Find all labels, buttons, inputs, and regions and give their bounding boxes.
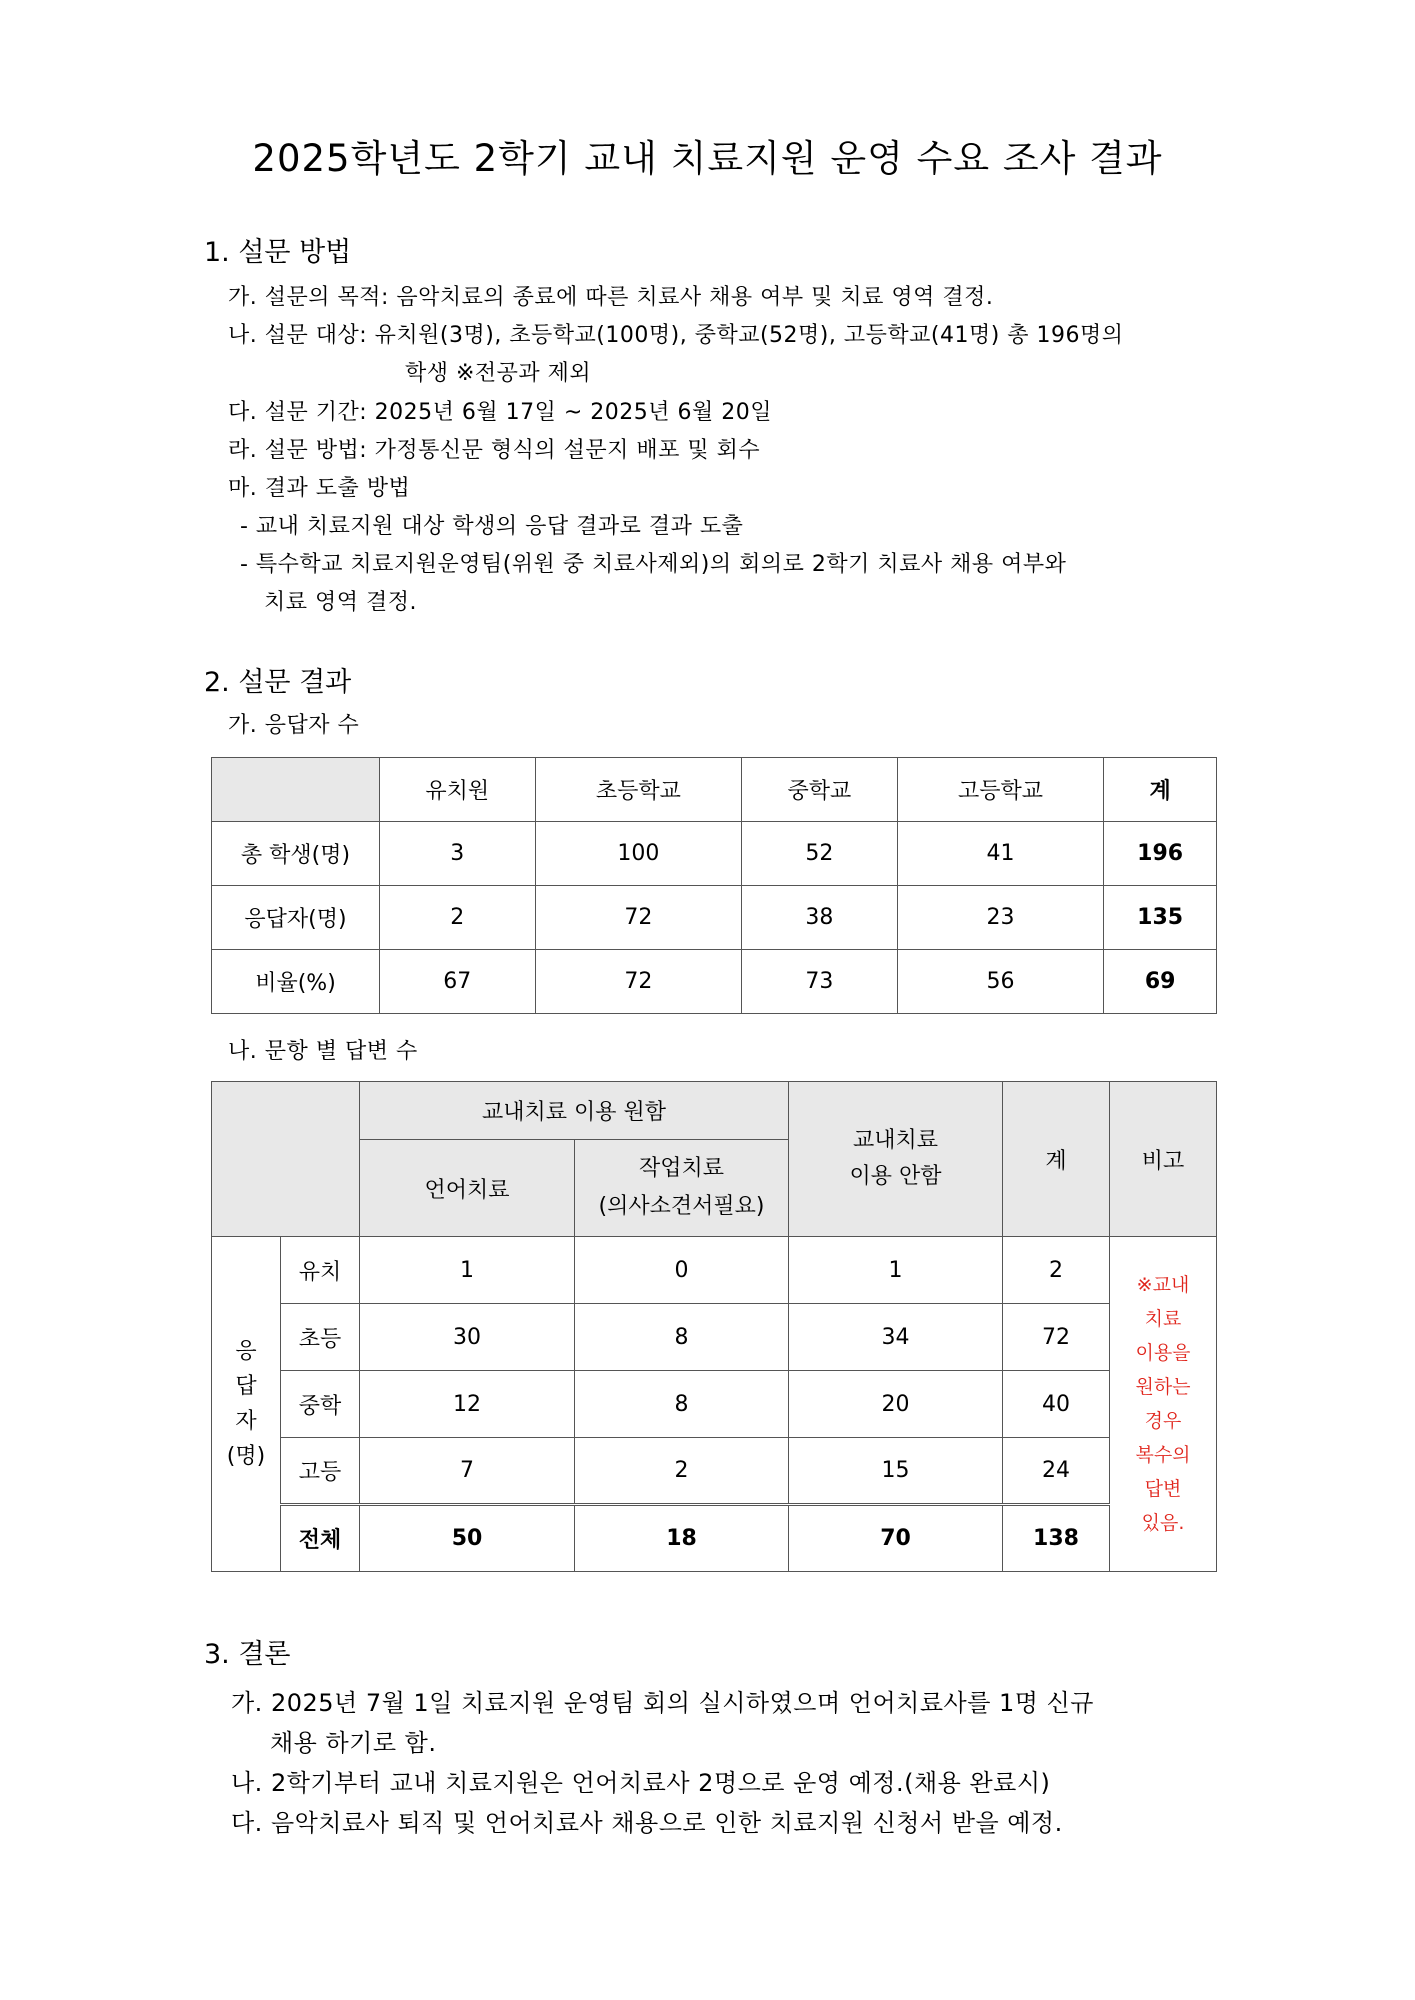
cell: 2 <box>380 886 536 950</box>
table-row <box>212 822 1217 886</box>
header-elementary: 초등학교 <box>535 758 742 822</box>
section3-line-a: 가. 2025년 7월 1일 치료지원 운영팀 회의 실시하였으며 언어치료사를 1명 신규 <box>231 1689 1094 1717</box>
header-no-therapy-line1: 교내치료 <box>852 1128 938 1153</box>
header-no-therapy-line2: 이용 안함 <box>849 1164 942 1189</box>
respondent-side-label <box>212 1237 281 1572</box>
cell: 52 <box>742 822 898 886</box>
cell: 8 <box>575 1304 789 1371</box>
header-middle: 중학교 <box>742 758 898 822</box>
note-line: 복수의 <box>1135 1444 1191 1466</box>
cell: 3 <box>380 822 536 886</box>
header-occupational-line1: 작업치료 <box>638 1156 724 1181</box>
section1-bullet-2-cont: 치료 영역 결정. <box>264 590 417 615</box>
total-cell: 69 <box>1104 950 1217 1014</box>
cell: 0 <box>575 1237 789 1304</box>
note-line: 원하는 <box>1135 1376 1191 1398</box>
cell: 34 <box>789 1304 1003 1371</box>
section1-bullet-1: - 교내 치료지원 대상 학생의 응답 결과로 결과 도출 <box>240 514 744 539</box>
header-note: 비고 <box>1110 1082 1217 1237</box>
section3-heading: 3. 결론 <box>204 1639 291 1670</box>
cell: 8 <box>575 1371 789 1438</box>
note-cell <box>1110 1237 1217 1572</box>
table-corner-cell <box>212 1082 360 1237</box>
side-char: (명) <box>226 1444 266 1469</box>
section1-line-period: 다. 설문 기간: 2025년 6월 17일 ~ 2025년 6월 20일 <box>228 400 773 425</box>
header-total: 계 <box>1003 1082 1110 1237</box>
row-label: 총 학생(명) <box>212 822 380 886</box>
cell: 40 <box>1003 1371 1110 1438</box>
note-line: 치료 <box>1144 1308 1182 1330</box>
section1-line-method: 라. 설문 방법: 가정통신문 형식의 설문지 배포 및 회수 <box>228 438 761 463</box>
cell: 30 <box>360 1304 575 1371</box>
note-line: ※교내 <box>1136 1274 1190 1296</box>
table-header-row <box>212 1082 1217 1140</box>
section3-line-a-cont: 채용 하기로 함. <box>270 1729 437 1757</box>
table-row <box>212 1371 1217 1438</box>
section1-bullet-2: - 특수학교 치료지원운영팀(위원 중 치료사제외)의 회의로 2학기 치료사 채용 여부와 <box>240 552 1067 577</box>
table-corner-cell <box>212 758 380 822</box>
cell: 7 <box>360 1438 575 1505</box>
row-label-total: 전체 <box>281 1505 360 1572</box>
cell: 24 <box>1003 1438 1110 1505</box>
side-char: 응 <box>235 1339 257 1364</box>
cell: 41 <box>897 822 1104 886</box>
row-label: 응답자(명) <box>212 886 380 950</box>
total-cell: 50 <box>360 1505 575 1572</box>
section3-line-c: 다. 음악치료사 퇴직 및 언어치료사 채용으로 인한 치료지원 신청서 받을 예정. <box>231 1809 1063 1837</box>
cell: 67 <box>380 950 536 1014</box>
row-label: 중학 <box>281 1371 360 1438</box>
section1-line-derivation: 마. 결과 도출 방법 <box>228 476 411 501</box>
side-char: 답 <box>235 1374 257 1399</box>
cell: 1 <box>789 1237 1003 1304</box>
page-title: 2025학년도 2학기 교내 치료지원 운영 수요 조사 결과 <box>252 137 1163 180</box>
total-cell: 138 <box>1003 1505 1110 1572</box>
header-no-therapy <box>789 1082 1003 1237</box>
cell: 72 <box>535 886 742 950</box>
row-label: 유치 <box>281 1237 360 1304</box>
table-header-row <box>212 758 1217 822</box>
header-occupational-therapy <box>575 1140 789 1237</box>
table-row <box>212 886 1217 950</box>
header-kindergarten: 유치원 <box>380 758 536 822</box>
table-row <box>212 1304 1217 1371</box>
cell: 2 <box>1003 1237 1110 1304</box>
section3-line-b: 나. 2학기부터 교내 치료지원은 언어치료사 2명으로 운영 예정.(채용 완료시) <box>231 1769 1051 1797</box>
cell: 73 <box>742 950 898 1014</box>
cell: 20 <box>789 1371 1003 1438</box>
total-cell: 18 <box>575 1505 789 1572</box>
total-cell: 196 <box>1104 822 1217 886</box>
section2-sub-answers: 나. 문항 별 답변 수 <box>228 1039 418 1064</box>
table-row <box>212 1438 1217 1505</box>
note-line: 경우 <box>1144 1410 1182 1432</box>
header-total: 계 <box>1104 758 1217 822</box>
cell: 100 <box>535 822 742 886</box>
cell: 38 <box>742 886 898 950</box>
header-occupational-line2: (의사소견서필요) <box>598 1194 765 1219</box>
header-speech-therapy: 언어치료 <box>360 1140 575 1237</box>
cell: 72 <box>1003 1304 1110 1371</box>
section1-line-target: 나. 설문 대상: 유치원(3명), 초등학교(100명), 중학교(52명), 고등학교(41명) 총 196명의 <box>228 323 1124 348</box>
section1-heading: 1. 설문 방법 <box>204 237 352 268</box>
cell: 72 <box>535 950 742 1014</box>
row-label: 고등 <box>281 1438 360 1505</box>
total-cell: 70 <box>789 1505 1003 1572</box>
table-total-row <box>212 1505 1217 1572</box>
cell: 12 <box>360 1371 575 1438</box>
note-line: 이용을 <box>1135 1342 1191 1364</box>
row-label: 초등 <box>281 1304 360 1371</box>
row-label: 비율(%) <box>212 950 380 1014</box>
section2-heading: 2. 설문 결과 <box>204 667 352 698</box>
cell: 56 <box>897 950 1104 1014</box>
note-line: 있음. <box>1141 1512 1185 1534</box>
total-cell: 135 <box>1104 886 1217 950</box>
note-line: 답변 <box>1144 1478 1182 1500</box>
cell: 15 <box>789 1438 1003 1505</box>
table-row <box>212 1237 1217 1304</box>
section1-line-target-cont: 학생 ※전공과 제외 <box>405 361 592 386</box>
cell: 1 <box>360 1237 575 1304</box>
respondents-table <box>211 757 1217 1014</box>
cell: 2 <box>575 1438 789 1505</box>
header-want-therapy: 교내치료 이용 원함 <box>360 1082 789 1140</box>
table-row <box>212 950 1217 1014</box>
header-high: 고등학교 <box>897 758 1104 822</box>
answers-table <box>211 1081 1217 1572</box>
cell: 23 <box>897 886 1104 950</box>
section2-sub-respondents: 가. 응답자 수 <box>228 713 360 738</box>
section1-line-purpose: 가. 설문의 목적: 음악치료의 종료에 따른 치료사 채용 여부 및 치료 영역 결정. <box>228 285 994 310</box>
side-char: 자 <box>235 1409 257 1434</box>
